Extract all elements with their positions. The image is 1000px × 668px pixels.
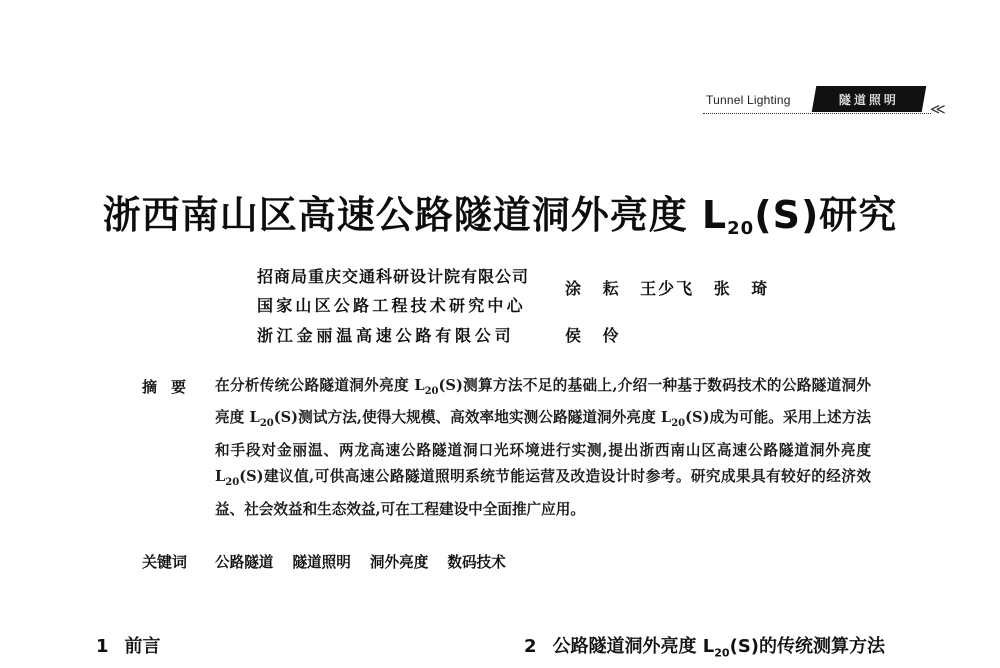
section-title-1: 前言	[124, 636, 161, 657]
affiliation-3: 浙江金丽温高速公路有限公司	[257, 326, 515, 345]
title-main: 浙西南山区高速公路隧道洞外亮度 L	[102, 193, 728, 237]
running-header-section-label: 隧道照明	[838, 92, 899, 107]
abstract-subscript-1: 20	[424, 385, 439, 397]
running-header-section-block	[812, 86, 927, 112]
authors-group-a: 涂 耘 王少飞 张 琦	[565, 279, 770, 298]
abstract-subscript-4: 20	[225, 477, 240, 489]
section-heading-2	[524, 632, 885, 660]
double-arrow-icon: ≪	[930, 100, 946, 118]
abstract-text-5: (S)建议值,可供高速公路隧道照明系统节能运营及改造设计时参考。研究成果具有较好的经济效益、社会效益和生态效益,可在工程建设中全面推广应用。	[215, 468, 871, 518]
keywords-label: 关键词	[142, 553, 188, 571]
running-header-rule	[703, 113, 931, 114]
keywords-values: 公路隧道 隧道照明 洞外亮度 数码技术	[215, 554, 506, 571]
abstract-text-3: (S)测试方法,使得大规模、高效率地实测公路隧道洞外亮度 L	[273, 409, 672, 427]
section-title-2-subscript: 20	[714, 646, 730, 660]
paper-title	[0, 184, 1000, 239]
abstract-label: 摘要	[142, 378, 201, 396]
running-header-text: Tunnel Lighting	[706, 93, 791, 107]
abstract-text-2: (S)测算方法不足的基础上,介绍一种基于数码技术的公路隧道洞外亮度 L	[215, 377, 871, 427]
title-rest: (S)研究	[754, 193, 898, 237]
abstract-subscript-2: 20	[259, 418, 274, 430]
affiliation-1: 招商局重庆交通科研设计院有限公司	[257, 267, 530, 286]
abstract-subscript-3: 20	[671, 418, 686, 430]
affiliation-2: 国家山区公路工程技术研究中心	[257, 296, 526, 315]
authors-group-b: 侯 伶	[565, 326, 627, 345]
abstract-text-4: (S)成为可能。采用上述方法和手段对金丽温、两龙高速公路隧道洞口光环境进行实测,提出浙西南山区高速公路隧道洞外亮度 L	[215, 409, 871, 486]
section-number-1: 1	[96, 636, 109, 657]
section-number-2: 2	[524, 636, 537, 657]
section-title-2b: (S)的传统测算方法	[729, 636, 886, 657]
section-title-2a: 公路隧道洞外亮度 L	[552, 636, 715, 657]
title-subscript: 20	[727, 218, 755, 239]
abstract-body	[215, 373, 871, 523]
section-heading-1	[96, 632, 161, 658]
abstract-text-1: 在分析传统公路隧道洞外亮度 L	[215, 377, 425, 394]
